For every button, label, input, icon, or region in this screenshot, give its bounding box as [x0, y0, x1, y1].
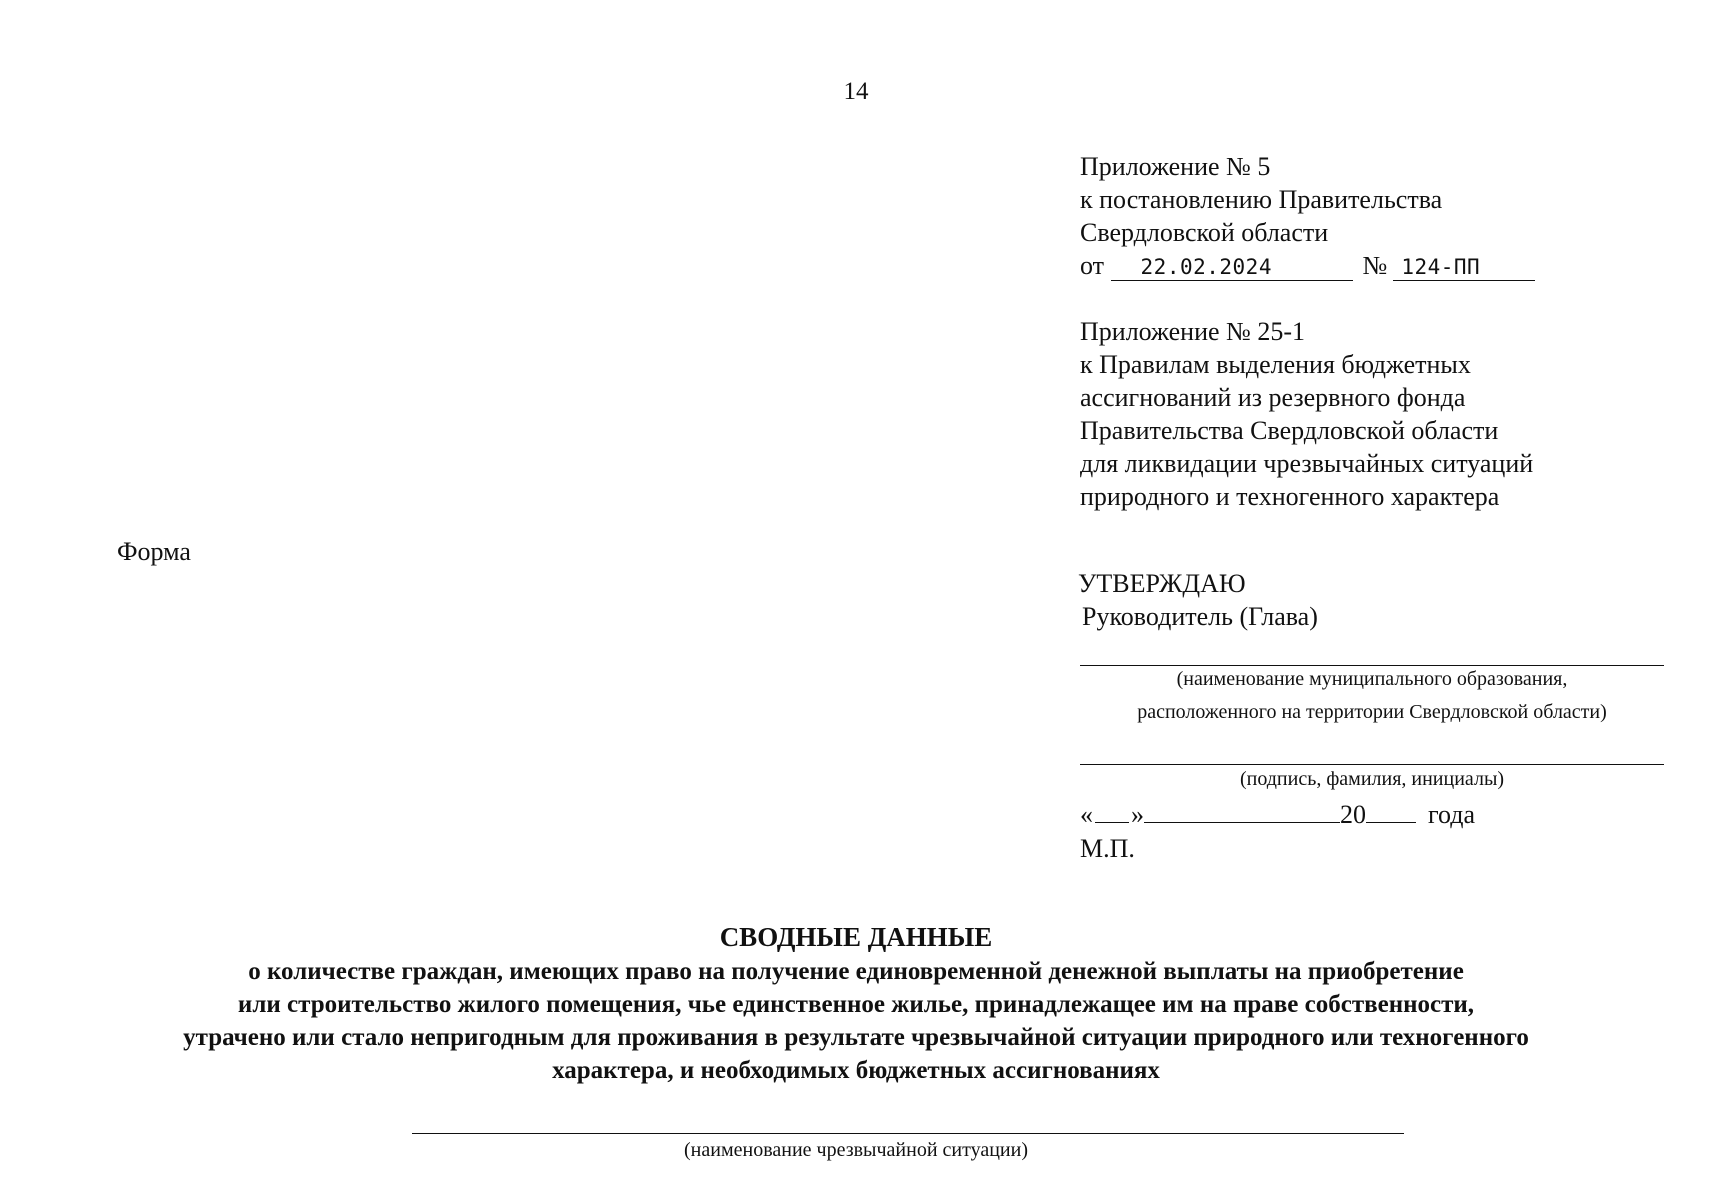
approval-date-row	[1080, 800, 1475, 830]
rules-line-3: ассигнований из резервного фонда	[1080, 383, 1466, 412]
municipality-caption-1: (наименование муниципального образования,	[1176, 668, 1568, 690]
rules-attachment-block	[1080, 315, 1533, 513]
resolution-number: 124-ПП	[1401, 255, 1481, 279]
approval-role: Руководитель (Глава)	[1082, 602, 1318, 631]
rules-line-6: природного и техногенного характера	[1080, 482, 1500, 511]
municipality-name-line	[1080, 665, 1664, 666]
attachment-line-1: Приложение № 5	[1080, 152, 1271, 181]
document-title: СВОДНЫЕ ДАННЫЕ	[719, 922, 993, 952]
resolution-date: 22.02.2024	[1140, 255, 1272, 279]
month-blank	[1144, 800, 1340, 823]
signature-line	[1080, 764, 1664, 765]
number-sign: №	[1362, 251, 1388, 280]
document-subtitle	[100, 955, 1612, 1087]
rules-line-5: для ликвидации чрезвычайных ситуаций	[1080, 449, 1534, 478]
attachment-line-3: Свердловской области	[1080, 218, 1329, 247]
resolution-date-field	[1111, 253, 1353, 281]
rules-line-1: Приложение № 25-1	[1080, 317, 1306, 346]
emergency-caption: (наименование чрезвычайной ситуации)	[684, 1139, 1028, 1161]
date-close-quote: »	[1131, 800, 1144, 829]
date-suffix: года	[1428, 800, 1476, 829]
attachment-line-2: к постановлению Правительства	[1080, 185, 1443, 214]
stamp-placeholder: М.П.	[1080, 834, 1135, 863]
subtitle-line-2: или строительство жилого помещения, чье единственное жилье, принадлежащее им на праве собственности,	[237, 991, 1475, 1018]
date-century: 20	[1340, 800, 1366, 829]
subtitle-line-1: о количестве граждан, имеющих право на получение единовременной денежной выплаты на приобретение	[248, 958, 1464, 985]
page-number: 14	[843, 78, 869, 105]
subtitle-line-3: утрачено или стало непригодным для проживания в результате чрезвычайной ситуации природного или техногенного	[183, 1024, 1529, 1051]
attachment-date-row	[1080, 249, 1535, 282]
rules-line-2: к Правилам выделения бюджетных	[1080, 350, 1471, 379]
approval-block	[1080, 567, 1318, 633]
emergency-name-line	[412, 1133, 1404, 1134]
resolution-number-field	[1393, 253, 1535, 281]
approval-heading: УТВЕРЖДАЮ	[1078, 569, 1246, 598]
date-prefix: от	[1080, 251, 1105, 280]
municipality-caption-2: расположенного на территории Свердловской области)	[1137, 701, 1607, 723]
signature-caption: (подпись, фамилия, инициалы)	[1239, 768, 1505, 790]
date-open-quote: «	[1080, 800, 1093, 829]
rules-line-4: Правительства Свердловской области	[1080, 416, 1499, 445]
attachment-block	[1080, 150, 1535, 282]
day-blank	[1095, 800, 1129, 823]
form-label: Форма	[117, 537, 191, 566]
subtitle-line-4: характера, и необходимых бюджетных ассигнованиях	[552, 1057, 1160, 1084]
year-blank	[1366, 800, 1416, 823]
